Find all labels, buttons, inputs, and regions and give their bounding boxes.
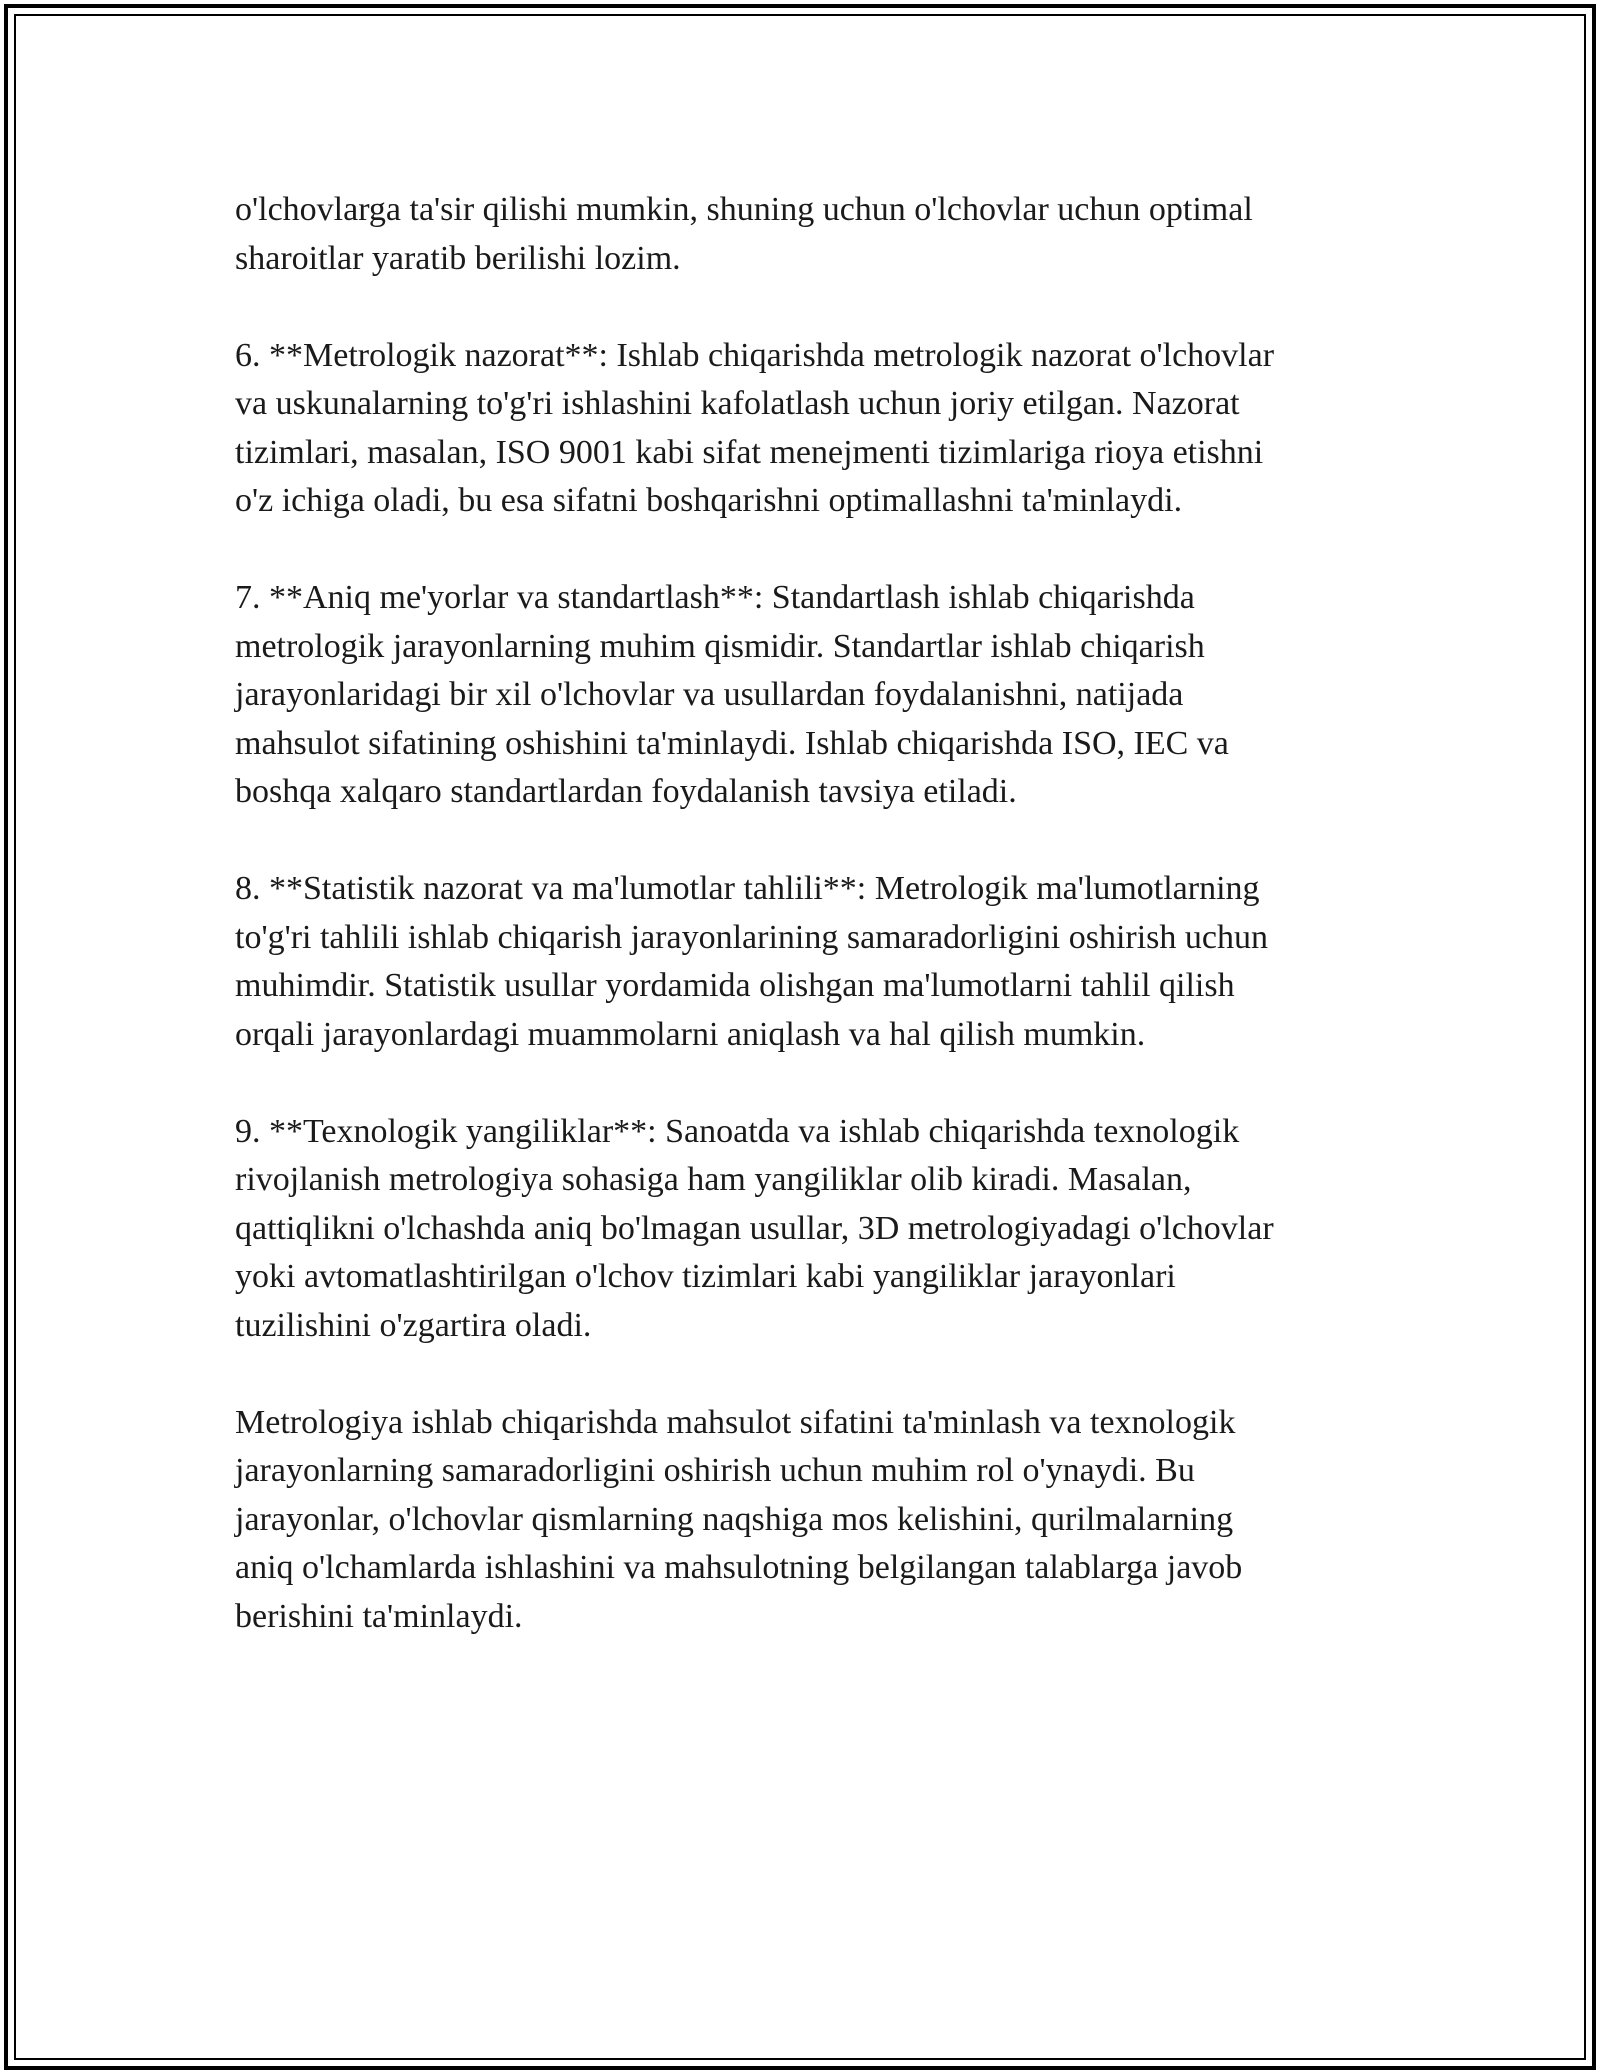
paragraph-item-9-texnologik-yangiliklar: 9. **Texnologik yangiliklar**: Sanoatda va ishlab chiqarishda texnologik rivojlanish metrologiya sohasiga ham yangiliklar olib kiradi. Masalan, qattiqlikni o'lchashda aniq bo'lmagan usullar, 3D metrologiyadagi o'lchovlar yoki avtomatlashtirilgan o'lchov tizimlari kabi yangiliklar jarayonlari tuzilishini o'zgartira oladi. <box>235 1112 1274 1344</box>
paragraph-intro-continuation: o'lchovlarga ta'sir qilishi mumkin, shuning uchun o'lchovlar uchun optimal sharoitlar yaratib berilishi lozim. <box>235 191 1253 277</box>
paragraph-item-7-standartlash: 7. **Aniq me'yorlar va standartlash**: Standartlash ishlab chiqarishda metrologik jarayonlarning muhim qismidir. Standartlar ishlab chiqarish jarayonlaridagi bir xil o'lchovlar va usullardan foydalanishni, natijada mahsulot sifatining oshishini ta'minlaydi. Ishlab chiqarishda ISO, IEC va boshqa xalqaro standartlardan foydalanish tavsiya etiladi. <box>235 579 1229 810</box>
paragraph-conclusion: Metrologiya ishlab chiqarishda mahsulot sifatini ta'minlash va texnologik jarayonlarning samaradorligini oshirish uchun muhim rol o'ynaydi. Bu jarayonlar, o'lchovlar qismlarning naqshiga mos kelishini, qurilmalarning aniq o'lchamlarda ishlashini va mahsulotning belgilangan talablarga javob berishini ta'minlaydi. <box>235 1403 1243 1635</box>
paragraph-item-6-metrologik-nazorat: 6. **Metrologik nazorat**: Ishlab chiqarishda metrologik nazorat o'lchovlar va uskunalarning to'g'ri ishlashini kafolatlash uchun joriy etilgan. Nazorat tizimlari, masalan, ISO 9001 kabi sifat menejmenti tizimlariga rioya etishni o'z ichiga oladi, bu esa sifatni boshqarishni optimallashni ta'minlaydi. <box>235 336 1275 519</box>
document-body <box>235 186 1385 1690</box>
paragraph-item-8-statistik-nazorat: 8. **Statistik nazorat va ma'lumotlar tahlili**: Metrologik ma'lumotlarning to'g'ri tahlili ishlab chiqarish jarayonlarining samaradorligini oshirish uchun muhimdir. Statistik usullar yordamida olishgan ma'lumotlarni tahlil qilish orqali jarayonlardagi muammolarni aniqlash va hal qilish mumkin. <box>235 870 1268 1053</box>
